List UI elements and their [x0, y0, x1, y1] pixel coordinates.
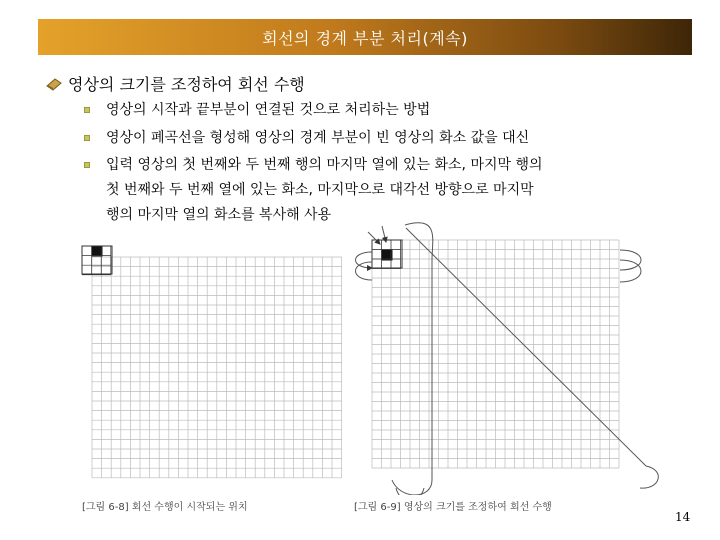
figure-6-8-caption: [그림 6-8] 회선 수행이 시작되는 위치 — [80, 495, 250, 515]
figure-6-9-wrap-arrows — [356, 223, 659, 501]
figure-6-9-grid — [372, 240, 619, 468]
center-pixel — [92, 246, 102, 256]
main-bullet-text: 영상의 크기를 조정하여 회선 수행 — [68, 75, 305, 94]
page-number: 14 — [675, 510, 691, 524]
slide-title: 회선의 경계 부분 처리(계속) — [262, 28, 468, 48]
figure-6-8-grid — [82, 246, 342, 478]
center-pixel — [382, 250, 392, 260]
figure-6-9-caption: [그림 6-9] 영상의 크기를 조정하여 회선 수행 — [352, 495, 554, 515]
